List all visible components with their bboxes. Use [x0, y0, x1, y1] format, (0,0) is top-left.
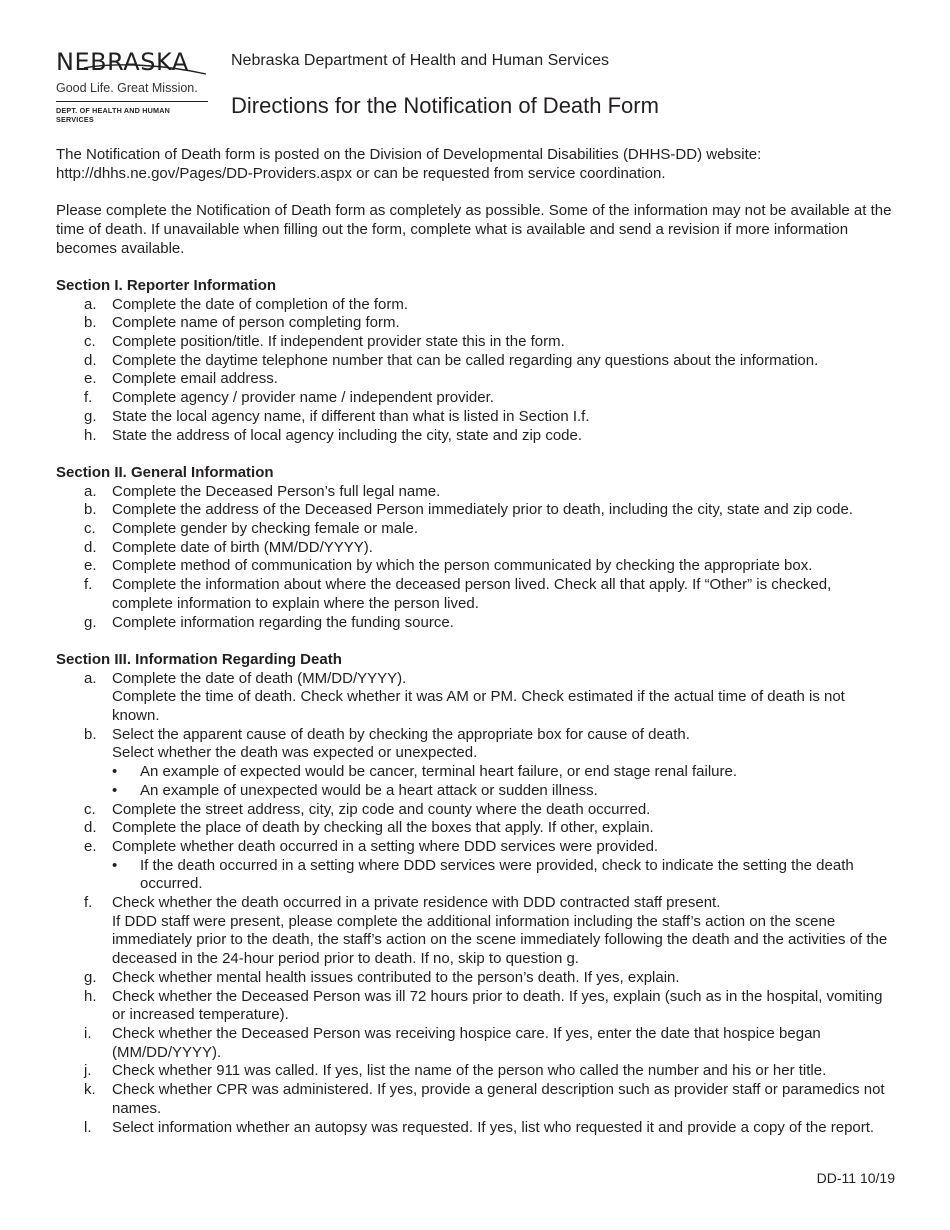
item-text: Check whether CPR was administered. If yes, provide a general description such as provider staff or paramedics not names. [112, 1081, 885, 1117]
bullet-item [56, 782, 896, 801]
list-item [56, 819, 896, 838]
bullet-item [56, 857, 896, 894]
list-item [56, 838, 896, 894]
list-item [56, 520, 896, 539]
bullet-text: An example of expected would be cancer, terminal heart failure, or end stage renal failure. [140, 763, 738, 781]
list-item [56, 576, 896, 613]
item-letter: f. [84, 894, 93, 912]
logo-dept-name: DEPT. OF HEALTH AND HUMAN SERVICES [56, 106, 171, 124]
item-letter: e. [84, 557, 97, 575]
item-text: Complete the information about where the deceased person lived. Check all that apply. If “Other” is checked, complete information to explain where the person lived. [112, 576, 832, 612]
item-text: Complete whether death occurred in a setting where DDD services were provided. [112, 837, 659, 855]
item-letter: b. [84, 314, 97, 332]
list-item [56, 352, 896, 371]
item-letter: f. [84, 576, 93, 594]
page-title: Directions for the Notification of Death Form [231, 93, 659, 118]
sections-container [56, 277, 896, 1137]
intro-paragraph: Please complete the Notification of Death form as completely as possible. Some of the information may not be available at the time of death. If unavailable when filling out the form, complete what is available and send a revision if more information becomes available. [56, 202, 892, 257]
logo-divider [56, 101, 208, 102]
item-text: Check whether the Deceased Person was receiving hospice care. If yes, enter the date that hospice began (MM/DD/YYYY). [112, 1024, 821, 1061]
list-item [56, 1119, 896, 1138]
item-letter: g. [84, 613, 97, 631]
list-item [56, 389, 896, 408]
document-body [56, 146, 896, 1156]
item-text: State the address of local agency including the city, state and zip code. [112, 426, 583, 444]
list-item [56, 483, 896, 502]
item-letter: a. [84, 482, 97, 500]
item-text: If DDD staff were present, please complete the additional information including the staff’s action on the scene immediately prior to the death, the staff’s action on the scene immediately following the death and the activities of the deceased in the 24-hour period prior to death. If no, skip to question g. [112, 912, 888, 968]
item-letter: b. [84, 725, 97, 743]
item-letter: c. [84, 520, 96, 538]
item-letter: d. [84, 819, 97, 837]
item-text: Complete date of birth (MM/DD/YYYY). [112, 538, 373, 556]
list-item [56, 408, 896, 427]
logo-wordmark [56, 48, 189, 76]
item-text: Check whether the death occurred in a private residence with DDD contracted staff present. [112, 894, 721, 912]
item-text: Check whether mental health issues contributed to the person’s death. If yes, explain. [112, 968, 680, 986]
list-item [56, 969, 896, 988]
item-letter: a. [84, 295, 97, 313]
list-item [56, 614, 896, 633]
item-letter: h. [84, 987, 97, 1005]
list-item [56, 988, 896, 1025]
item-letter: j. [84, 1062, 92, 1080]
bullet-text: If the death occurred in a setting where DDD services were provided, check to indicate the setting the death occurred. [140, 856, 854, 893]
list-item [56, 539, 896, 558]
item-letter: g. [84, 407, 97, 425]
section-item-list [56, 670, 896, 1138]
org-name: Nebraska Department of Health and Human Services [231, 52, 609, 69]
item-letter: e. [84, 370, 97, 388]
item-text: Complete name of person completing form. [112, 314, 400, 332]
item-text: Complete the daytime telephone number that can be called regarding any questions about the information. [112, 351, 819, 369]
item-letter: l. [84, 1118, 92, 1136]
item-text: Check whether the Deceased Person was ill 72 hours prior to death. If yes, explain (such as in the hospital, vomiting or increased temperature). [112, 987, 883, 1024]
list-item [56, 333, 896, 352]
item-text: Complete the time of death. Check whether it was AM or PM. Check estimated if the actual time of death is not known. [112, 688, 845, 725]
item-letter: b. [84, 501, 97, 519]
list-item [56, 427, 896, 446]
intro-paragraph: The Notification of Death form is posted on the Division of Developmental Disabilities (DHHS-DD) website: http://dhhs.ne.gov/Pages/DD-Providers.aspx or can be requested from service coordination. [56, 146, 762, 182]
item-text: Complete the Deceased Person’s full legal name. [112, 482, 441, 500]
item-text: Select whether the death was expected or unexpected. [112, 744, 478, 762]
item-text: Complete the address of the Deceased Person immediately prior to death, including the city, state and zip code. [112, 501, 853, 519]
list-item [56, 1025, 896, 1062]
bullet-text: An example of unexpected would be a heart attack or sudden illness. [140, 781, 598, 799]
item-text: Complete agency / provider name / independent provider. [112, 389, 494, 407]
logo-tagline: Good Life. Great Mission. [56, 81, 198, 95]
item-text: Complete method of communication by which the person communicated by checking the appropriate box. [112, 557, 813, 575]
item-text: Select the apparent cause of death by checking the appropriate box for cause of death. [112, 725, 690, 743]
list-item [56, 557, 896, 576]
list-item [56, 370, 896, 389]
item-letter: c. [84, 333, 96, 350]
list-item [56, 1081, 896, 1118]
section-heading: Section II. General Information [56, 463, 274, 481]
section-heading: Section III. Information Regarding Death [56, 650, 342, 668]
nebraska-dhhs-logo [56, 48, 208, 124]
list-item [56, 670, 896, 726]
item-letter: c. [84, 800, 96, 818]
form-id: DD-11 10/19 [816, 1170, 895, 1186]
list-item [56, 296, 896, 315]
item-letter: d. [84, 538, 97, 556]
item-text: Complete the date of completion of the form. [112, 295, 408, 313]
item-text: Check whether 911 was called. If yes, list the name of the person who called the number and his or her title. [112, 1062, 827, 1080]
item-letter: i. [84, 1024, 92, 1042]
section-item-list [56, 483, 896, 633]
list-item [56, 501, 896, 520]
item-text: Complete email address. [112, 370, 278, 388]
item-text: State the local agency name, if different than what is listed in Section I.f. [112, 407, 590, 425]
bullet-icon: • [112, 781, 118, 799]
item-text: Complete gender by checking female or male. [112, 520, 418, 538]
item-text: Select information whether an autopsy was requested. If yes, list who requested it and provide a copy of the report. [112, 1118, 875, 1136]
list-item [56, 894, 896, 969]
item-letter: e. [84, 837, 97, 855]
bullet-icon: • [112, 763, 118, 781]
logo-wordmark-text: NEBRASKA [56, 48, 189, 76]
item-letter: d. [84, 351, 97, 369]
logo-swoosh-icon [56, 52, 208, 80]
list-item [56, 801, 896, 820]
item-letter: a. [84, 669, 97, 687]
item-text: Complete information regarding the funding source. [112, 613, 454, 631]
section-heading: Section I. Reporter Information [56, 276, 277, 294]
section-item-list [56, 296, 896, 446]
list-item [56, 314, 896, 333]
item-letter: f. [84, 389, 93, 407]
list-item [56, 726, 896, 801]
list-item [56, 1062, 896, 1081]
item-text: Complete the street address, city, zip code and county where the death occurred. [112, 800, 651, 818]
item-letter: g. [84, 968, 97, 986]
item-letter: h. [84, 426, 97, 444]
item-letter: k. [84, 1081, 96, 1099]
bullet-item [56, 763, 896, 782]
item-text: Complete the place of death by checking all the boxes that apply. If other, explain. [112, 819, 654, 837]
bullet-icon: • [112, 856, 118, 874]
item-text: Complete the date of death (MM/DD/YYYY). [112, 669, 407, 687]
item-text: Complete position/title. If independent provider state this in the form. [112, 333, 565, 350]
